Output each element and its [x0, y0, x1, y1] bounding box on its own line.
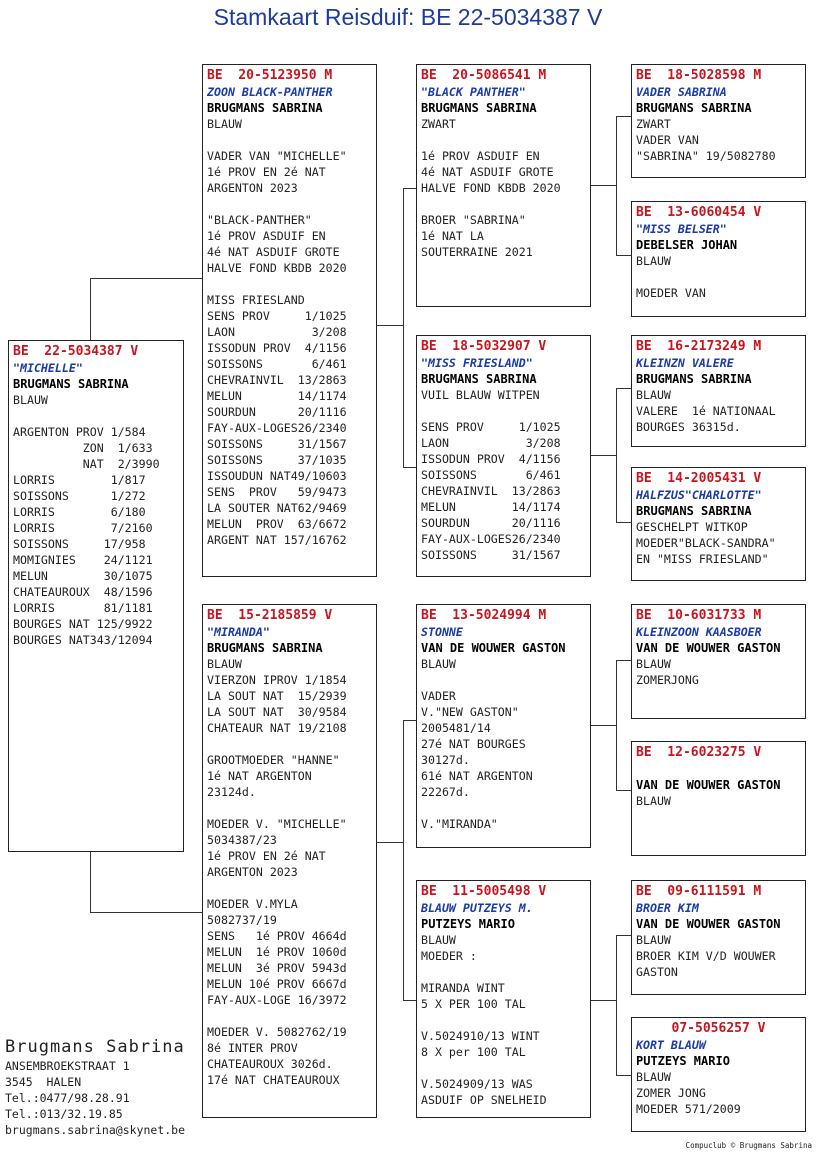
owner-name: BRUGMANS SABRINA	[13, 377, 129, 391]
pigeon-name: ZOON BLACK-PANTHER	[207, 85, 333, 99]
connector-line	[90, 850, 91, 912]
ring-number: BE 20-5086541 M	[421, 68, 547, 83]
owner-name: VAN DE WOUWER GASTON	[636, 917, 781, 931]
ring-number: BE 18-5028598 M	[636, 68, 762, 83]
ring-number: BE 09-6111591 M	[636, 884, 762, 899]
connector-line	[589, 1000, 616, 1001]
connector-line	[403, 188, 404, 468]
pigeon-card-mother	[202, 604, 377, 1118]
connector-line	[616, 388, 632, 389]
pigeon-name: "MISS FRIESLAND"	[421, 356, 533, 370]
ring-number: BE 15-2185859 V	[207, 608, 333, 623]
pigeon-name: "MIRANDA"	[207, 625, 270, 639]
pigeon-name: "MICHELLE"	[13, 361, 83, 375]
ring-number: BE 13-5024994 M	[421, 608, 547, 623]
pigeon-name: KLEINZN VALERE	[636, 356, 734, 370]
ring-number: BE 14-2005431 V	[636, 471, 762, 486]
breeder-phone: Tel.:013/32.19.85	[5, 1107, 123, 1121]
pigeon-info: BLAUW VIERZON IPROV 1/1854 LA SOUT NAT 15/2939 LA SOUT NAT 30/9584 CHATEAUR NAT 19/2108 GROOTMOEDER "HANNE" 1é NAT ARGENTON 23124d. MOEDER V. "MICHELLE" 5034387/23 1é PROV EN 2é NAT ARGENTON 2023 MOEDER V.MYLA 5082737/19 SENS 1é PROV 4664d MELUN 1é PROV 1060d MELUN 3é PROV 5943d MELUN 10é PROV 6667d FAY-AUX-LOGE 16/3972 MOEDER V. 5082762/19 8é INTER PROV CHATEAUROUX 3026d. 17é NAT CHATEAUROUX	[207, 657, 347, 1087]
pigeon-name: "BLACK PANTHER"	[421, 85, 526, 99]
pigeon-card-ffm	[631, 201, 806, 317]
owner-name: BRUGMANS SABRINA	[421, 372, 537, 386]
pigeon-info: BLAUW	[636, 794, 671, 808]
ring-number: BE 18-5032907 V	[421, 339, 547, 354]
pigeon-info: BLAUW VADER V."NEW GASTON" 2005481/14 27é NAT BOURGES 30127d. 61é NAT ARGENTON 22267d. V."MIRANDA"	[421, 657, 533, 831]
page-title: Stamkaart Reisduif: BE 22-5034387 V	[213, 4, 603, 30]
pigeon-info: BLAUW ZOMERJONG	[636, 657, 699, 687]
connector-line	[403, 188, 417, 189]
connector-line	[403, 720, 417, 721]
pigeon-name: HALFZUS"CHARLOTTE"	[636, 488, 762, 502]
connector-line	[376, 842, 403, 843]
ring-number: BE 13-6060454 V	[636, 205, 762, 220]
pigeon-info: ZWART VADER VAN "SABRINA" 19/5082780	[636, 117, 776, 163]
breeder-email: brugmans.sabrina@skynet.be	[5, 1123, 186, 1137]
pigeon-card-mff	[631, 604, 806, 719]
connector-line	[616, 522, 632, 523]
owner-name: BRUGMANS SABRINA	[207, 101, 323, 115]
pigeon-card-fm	[416, 335, 591, 577]
pigeon-info: BLAUW ZOMER JONG MOEDER 571/2009	[636, 1070, 741, 1116]
breeder-name: Brugmans Sabrina	[5, 1037, 185, 1057]
breeder-phone: Tel.:0477/98.28.91	[5, 1091, 130, 1105]
pigeon-name: STONNE	[421, 625, 463, 639]
connector-line	[616, 790, 632, 791]
pigeon-info: GESCHELPT WITKOP MOEDER"BLACK-SANDRA" EN "MISS FRIESLAND"	[636, 520, 776, 566]
owner-name: VAN DE WOUWER GASTON	[421, 641, 566, 655]
owner-name: VAN DE WOUWER GASTON	[636, 641, 781, 655]
connector-line	[589, 725, 616, 726]
connector-line	[616, 388, 617, 522]
connector-line	[616, 935, 632, 936]
connector-line	[589, 185, 616, 186]
owner-name: BRUGMANS SABRINA	[636, 101, 752, 115]
owner-name: BRUGMANS SABRINA	[636, 504, 752, 518]
connector-line	[616, 116, 632, 117]
connector-line	[376, 325, 403, 326]
owner-name: VAN DE WOUWER GASTON	[636, 778, 781, 792]
owner-name: BRUGMANS SABRINA	[636, 372, 752, 386]
ring-number: BE 10-6031733 M	[636, 608, 762, 623]
owner-name: PUTZEYS MARIO	[421, 917, 515, 931]
pigeon-info: BLAUW BROER KIM V/D WOUWER GASTON	[636, 933, 776, 979]
owner-name: DEBELSER JOHAN	[636, 238, 738, 252]
pigeon-card-father	[202, 64, 377, 577]
owner-name: PUTZEYS MARIO	[636, 1054, 730, 1068]
pigeon-card-fff	[631, 64, 806, 178]
connector-line	[403, 720, 404, 1000]
pigeon-name: VADER SABRINA	[636, 85, 727, 99]
connector-line	[616, 1075, 632, 1076]
pigeon-card-ff	[416, 64, 591, 307]
ring-number: BE 16-2173249 M	[636, 339, 762, 354]
ring-number: BE 12-6023275 V	[636, 745, 762, 760]
breeder-address	[5, 1036, 185, 1138]
pigeon-info: BLAUW MOEDER VAN	[636, 254, 706, 300]
pigeon-info: BLAUW VADER VAN "MICHELLE" 1é PROV EN 2é NAT ARGENTON 2023 "BLACK-PANTHER" 1é PROV ASDUIF EN 4é NAT ASDUIF GROTE HALVE FOND KBDB 2020 MISS FRIESLAND SENS PROV 1/1025 LAON 3/208 ISSODUN PROV 4/1156 SOISSONS 6/461 CHEVRAINVIL 13/2863 MELUN 14/1174 SOURDUN 20/1116 FAY-AUX-LOGES26/2340 SOISSONS 31/1567 SOISSONS 37/1035 ISSOUDUN NAT49/10603 SENS PROV 59/9473 LA SOUTER NAT62/9469 MELUN PROV 63/6672 ARGENT NAT 157/16762	[207, 117, 347, 547]
software-credit: Compuclub © Brugmans Sabrina	[685, 1141, 812, 1150]
pigeon-name	[636, 761, 801, 777]
pigeon-card-mmm	[631, 1017, 806, 1132]
owner-name: BRUGMANS SABRINA	[207, 641, 323, 655]
connector-line	[616, 116, 617, 256]
pigeon-info: BLAUW VALERE 1é NATIONAAL BOURGES 36315d.	[636, 388, 776, 434]
pigeon-name: BROER KIM	[636, 901, 699, 915]
ring-number: BE 20-5123950 M	[207, 68, 333, 83]
connector-line	[616, 660, 632, 661]
connector-line	[616, 935, 617, 1075]
connector-line	[90, 278, 91, 340]
pigeon-card-mmf	[631, 880, 806, 995]
pigeon-info: BLAUW MOEDER : MIRANDA WINT 5 X PER 100 TAL V.5024910/13 WINT 8 X per 100 TAL V.5024909/13 WAS ASDUIF OP SNELHEID	[421, 933, 547, 1107]
owner-name: BRUGMANS SABRINA	[421, 101, 537, 115]
connector-line	[616, 255, 632, 256]
ring-number: BE 22-5034387 V	[13, 344, 139, 359]
connector-line	[616, 660, 617, 790]
pigeon-name: KLEINZOON KAASBOER	[636, 625, 762, 639]
pigeon-card-mm	[416, 880, 591, 1118]
pigeon-info: BLAUW ARGENTON PROV 1/584 ZON 1/633 NAT 2/3990 LORRIS 1/817 SOISSONS 1/272 LORRIS 6/180 LORRIS 7/2160 SOISSONS 17/958 MOMIGNIES 24/1121 MELUN 30/1075 CHATEAUROUX 48/1596 LORRIS 81/1181 BOURGES NAT 125/9922 BOURGES NAT343/12094	[13, 393, 160, 647]
pigeon-card-fmf	[631, 335, 806, 447]
pigeon-card-fmm	[631, 467, 806, 581]
connector-line	[90, 912, 204, 913]
pigeon-name: KORT BLAUW	[636, 1038, 706, 1052]
ring-number: BE 11-5005498 V	[421, 884, 547, 899]
breeder-city: 3545 HALEN	[5, 1075, 82, 1089]
pigeon-name: BLAUW PUTZEYS M.	[421, 901, 533, 915]
pigeon-card-mf	[416, 604, 591, 848]
connector-line	[90, 278, 204, 279]
pigeon-card-mfm	[631, 741, 806, 856]
connector-line	[403, 467, 417, 468]
connector-line	[403, 1000, 417, 1001]
pigeon-info: ZWART 1é PROV ASDUIF EN 4é NAT ASDUIF GROTE HALVE FOND KBDB 2020 BROER "SABRINA" 1é NAT LA SOUTERRAINE 2021	[421, 117, 561, 259]
pigeon-card-subject	[8, 340, 184, 852]
pigeon-name: "MISS BELSER"	[636, 222, 727, 236]
ring-number: 07-5056257 V	[671, 1021, 766, 1036]
connector-line	[589, 455, 616, 456]
breeder-street: ANSEMBROEKSTRAAT 1	[5, 1059, 130, 1073]
pigeon-info: VUIL BLAUW WITPEN SENS PROV 1/1025 LAON 3/208 ISSODUN PROV 4/1156 SOISSONS 6/461 CHEVRAINVIL 13/2863 MELUN 14/1174 SOURDUN 20/1116 FAY-AUX-LOGES26/2340 SOISSONS 31/1567	[421, 388, 561, 562]
